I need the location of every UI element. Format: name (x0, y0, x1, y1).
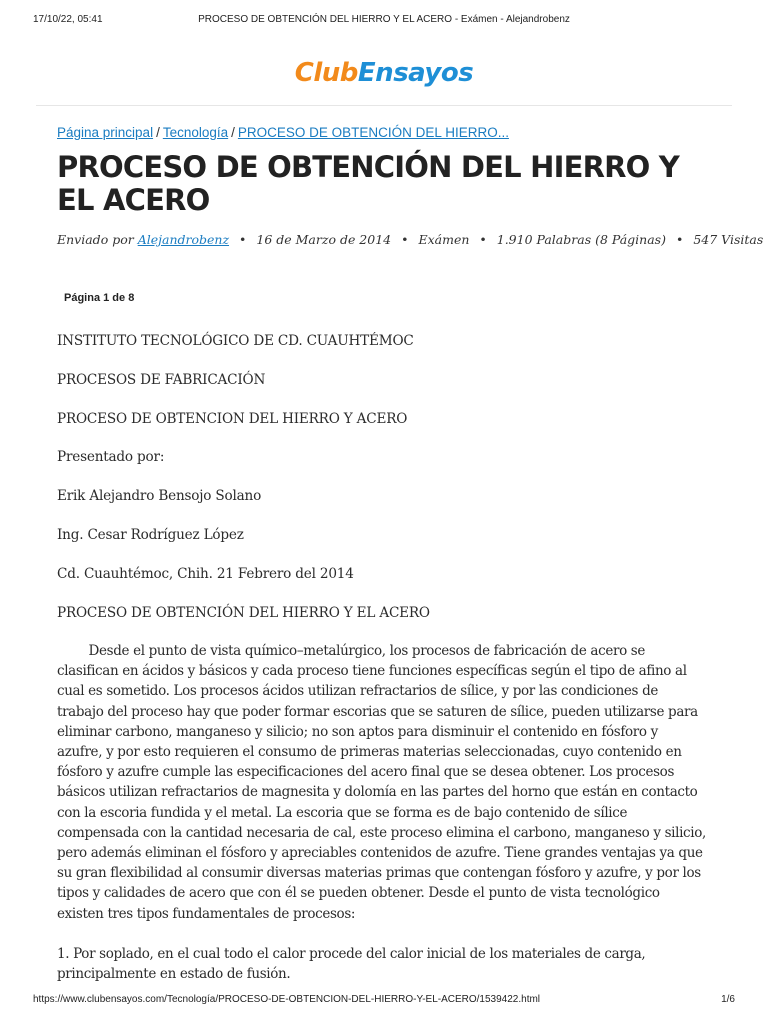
paragraph-line: con la escoria fundida y el metal. La escoria que se forma es de bajo contenido de sílice (57, 804, 628, 821)
meta-bullet: • (239, 232, 247, 247)
paragraph-line: 1. Por soplado, en el cual todo el calor procede del calor inicial de los materiales de carga, (57, 946, 646, 962)
document-meta (57, 232, 764, 247)
doc-line: Ing. Cesar Rodríguez López (57, 526, 244, 543)
logo-part-ensayos: Ensayos (357, 58, 474, 88)
paragraph-line: existen tres tipos fundamentales de procesos: (57, 905, 356, 922)
print-header (0, 14, 768, 30)
print-url: https://www.clubensayos.com/Tecnología/PROCESO-DE-OBTENCION-DEL-HIERRO-Y-EL-ACERO/1539422.html (33, 994, 541, 1005)
paragraph-line: Desde el punto de vista químico–metalúrgico, los procesos de fabricación de acero se (57, 643, 646, 659)
doc-line: Presentado por: (57, 449, 165, 466)
meta-type: Exámen (418, 232, 470, 247)
meta-date: 16 de Marzo de 2014 (256, 232, 392, 247)
doc-line: Cd. Cuauhtémoc, Chih. 21 Febrero del 2014 (57, 565, 354, 582)
sent-by-label: Enviado por (57, 232, 134, 247)
breadcrumb-separator: / (156, 125, 160, 140)
breadcrumb-category-link[interactable]: Tecnología (162, 125, 229, 140)
page-indicator: Página 1 de 8 (64, 292, 135, 304)
breadcrumb-separator: / (231, 125, 235, 140)
meta-words: 1.910 Palabras (8 Páginas) (496, 232, 666, 247)
doc-line: PROCESOS DE FABRICACIÓN (57, 371, 266, 388)
paragraph-line: compensada con la cantidad necesaria de cal, este proceso elimina el carbono, manganeso y silicio, (57, 824, 706, 841)
doc-line: INSTITUTO TECNOLÓGICO DE CD. CUAUHTÉMOC (57, 333, 414, 349)
doc-line: PROCESO DE OBTENCION DEL HIERRO Y ACERO (57, 410, 408, 427)
print-page-title: PROCESO DE OBTENCIÓN DEL HIERRO Y EL ACERO - Exámen - Alejandrobenz (198, 14, 570, 25)
body-paragraph (57, 944, 719, 984)
breadcrumb-home-link[interactable]: Página principal (57, 125, 154, 140)
print-footer (0, 994, 768, 1010)
paragraph-line: tipos y calidades de acero que con él se pueden obtener. Desde el punto de vista tecnológico (57, 885, 660, 902)
breadcrumb (57, 125, 747, 140)
document-body (57, 330, 717, 640)
paragraph-line: principalmente en estado de fusión. (57, 966, 291, 983)
doc-line: PROCESO DE OBTENCIÓN DEL HIERRO Y EL ACERO (57, 604, 430, 621)
paragraph-line: básicos utilizan refractarios de magnesita y dolomía en las partes del horno que están en contacto (57, 784, 698, 801)
body-paragraph (57, 641, 719, 924)
page-title: PROCESO DE OBTENCIÓN DEL HIERRO Y EL ACERO (57, 150, 679, 217)
paragraph-line: su gran flexibilidad al consumir diversas materias primas que contengan fósforo y azufre, y por los (57, 865, 701, 882)
paragraph-line: clasifican en ácidos y básicos y cada proceso tiene funciones específicas según el tipo de afino al (57, 663, 687, 680)
meta-visits: 547 Visitas (693, 232, 764, 247)
breadcrumb-current-link[interactable]: PROCESO DE OBTENCIÓN DEL HIERRO... (237, 125, 509, 140)
clubensayos-logo[interactable] (295, 58, 473, 88)
paragraph-line: pero además eliminan el fósforo y apreciables contenidos de azufre. Tiene grandes ventajas ya que (57, 845, 703, 862)
paragraph-line: azufre, y por esto requieren el consumo de primeras materias seleccionadas, cuyo contenido en (57, 744, 682, 761)
meta-bullet: • (675, 232, 684, 247)
logo-part-club: Club (294, 58, 358, 88)
author-link[interactable]: Alejandrobenz (137, 232, 230, 247)
site-header (36, 52, 732, 106)
doc-line: Erik Alejandro Bensojo Solano (57, 488, 262, 505)
paragraph-line: trabajo del proceso hay que poder formar escorias que se saturen de sílice, pueden utilizarse para (57, 703, 698, 720)
paragraph-line: fósforo y azufre cumple las especificaciones del acero final que se desea obtener. Los procesos (57, 764, 675, 781)
meta-bullet: • (479, 232, 487, 247)
paragraph-line: cual es sometido. Los procesos ácidos utilizan refractarios de sílice, y por las condiciones de (57, 683, 659, 700)
meta-bullet: • (401, 232, 409, 247)
print-page-number: 1/6 (721, 994, 735, 1005)
paragraph-line: eliminar carbono, manganeso y silicio; no son aptos para disminuir el contenido en fósforo y (57, 723, 658, 740)
print-datetime: 17/10/22, 05:41 (33, 14, 103, 25)
